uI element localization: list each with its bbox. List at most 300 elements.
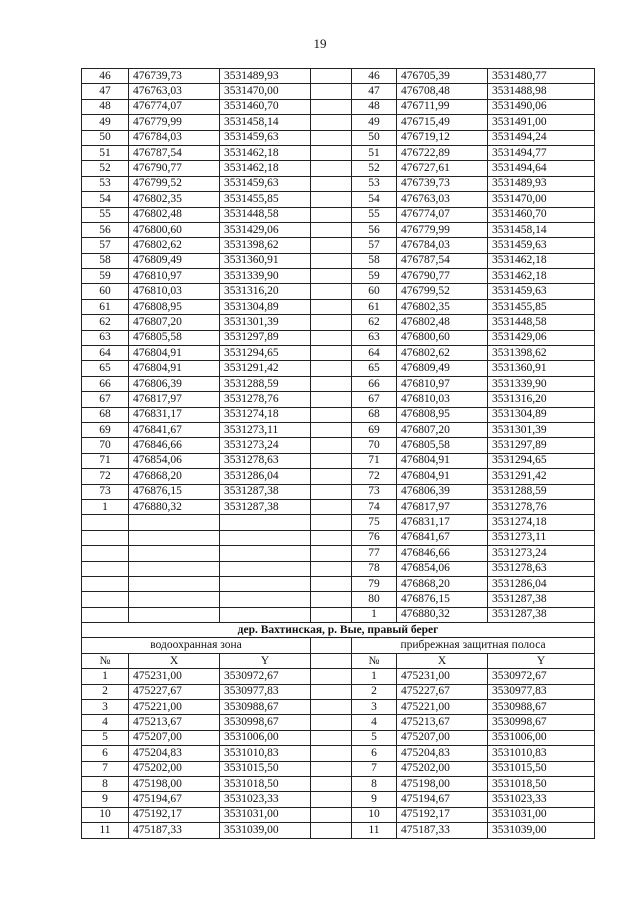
y-coordinate-cell: 3531489,93: [488, 176, 595, 191]
y-coordinate-cell: 3531297,89: [220, 330, 311, 345]
column-gap: [311, 284, 352, 299]
x-coordinate-cell: 476817,97: [129, 392, 220, 407]
column-gap: [311, 145, 352, 160]
y-coordinate-cell: 3531006,00: [488, 730, 595, 745]
table-row: [82, 776, 595, 791]
point-number-cell: 68: [352, 407, 397, 422]
table-row: [82, 130, 595, 145]
x-coordinate-cell: 475213,67: [397, 715, 488, 730]
column-gap: [311, 99, 352, 114]
y-coordinate-cell: 3531278,63: [220, 453, 311, 468]
y-coordinate-cell: 3531273,11: [488, 530, 595, 545]
table-row: [82, 453, 595, 468]
x-coordinate-cell: 476805,58: [397, 438, 488, 453]
table-row: [82, 299, 595, 314]
y-coordinate-cell: 3531287,38: [220, 499, 311, 514]
y-coordinate-cell: [220, 530, 311, 545]
x-coordinate-cell: 476715,49: [397, 115, 488, 130]
table-row: [82, 792, 595, 807]
x-coordinate-cell: 475192,17: [129, 807, 220, 822]
point-number-cell: 75: [352, 515, 397, 530]
column-gap: [311, 438, 352, 453]
table-row: [82, 69, 595, 84]
y-coordinate-cell: 3530972,67: [220, 669, 311, 684]
point-number-cell: 3: [82, 700, 129, 715]
point-number-cell: 7: [82, 761, 129, 776]
point-number-cell: 7: [352, 761, 397, 776]
table-row: [82, 330, 595, 345]
point-number-cell: 71: [352, 453, 397, 468]
x-coordinate-cell: 476804,91: [397, 469, 488, 484]
x-coordinate-cell: 476790,77: [129, 161, 220, 176]
y-coordinate-cell: 3531488,98: [488, 84, 595, 99]
y-coordinate-cell: 3531470,00: [220, 84, 311, 99]
x-coordinate-cell: 476804,91: [397, 453, 488, 468]
y-coordinate-cell: 3530972,67: [488, 669, 595, 684]
x-coordinate-cell: 476800,60: [397, 330, 488, 345]
x-coordinate-cell: 476854,06: [397, 561, 488, 576]
x-coordinate-cell: 476805,58: [129, 330, 220, 345]
point-number-cell: 2: [352, 684, 397, 699]
column-gap: [311, 69, 352, 84]
column-gap: [311, 330, 352, 345]
x-coordinate-cell: 476831,17: [397, 515, 488, 530]
column-gap: [311, 361, 352, 376]
y-column-header: Y: [488, 653, 595, 668]
x-coordinate-cell: [129, 546, 220, 561]
table-row: [82, 361, 595, 376]
x-coordinate-cell: 476809,49: [129, 253, 220, 268]
x-coordinate-cell: [129, 530, 220, 545]
column-gap: [311, 638, 352, 653]
point-number-cell: 5: [352, 730, 397, 745]
column-gap: [311, 299, 352, 314]
point-number-cell: 46: [352, 69, 397, 84]
point-number-cell: 1: [82, 669, 129, 684]
point-number-cell: 51: [82, 145, 129, 160]
table-row: [82, 484, 595, 499]
point-number-cell: 4: [352, 715, 397, 730]
table-row: [82, 376, 595, 391]
table-row: [82, 700, 595, 715]
x-column-header: X: [397, 653, 488, 668]
point-number-cell: 3: [352, 700, 397, 715]
point-number-cell: 71: [82, 453, 129, 468]
y-coordinate-cell: 3531015,50: [220, 761, 311, 776]
point-number-cell: 63: [352, 330, 397, 345]
x-coordinate-cell: 476810,03: [397, 392, 488, 407]
point-number-cell: 55: [352, 207, 397, 222]
column-gap: [311, 592, 352, 607]
y-coordinate-cell: 3531274,18: [488, 515, 595, 530]
x-coordinate-cell: 476808,95: [397, 407, 488, 422]
column-gap: [311, 484, 352, 499]
table-row: [82, 207, 595, 222]
point-number-cell: 61: [82, 299, 129, 314]
column-gap: [311, 269, 352, 284]
y-coordinate-cell: 3531273,24: [220, 438, 311, 453]
column-gap: [311, 684, 352, 699]
x-coordinate-cell: 476802,48: [397, 315, 488, 330]
table-row: [82, 715, 595, 730]
point-number-cell: 48: [352, 99, 397, 114]
point-number-cell: 59: [82, 269, 129, 284]
y-coordinate-cell: 3531480,77: [488, 69, 595, 84]
column-gap: [311, 238, 352, 253]
point-number-cell: 59: [352, 269, 397, 284]
x-coordinate-cell: [129, 592, 220, 607]
x-coordinate-cell: 475231,00: [397, 669, 488, 684]
x-coordinate-cell: 476787,54: [397, 253, 488, 268]
x-coordinate-cell: 476806,39: [397, 484, 488, 499]
column-gap: [311, 700, 352, 715]
y-coordinate-cell: [220, 576, 311, 591]
x-coordinate-cell: 476868,20: [397, 576, 488, 591]
x-coordinate-cell: 475198,00: [129, 776, 220, 791]
point-number-cell: 80: [352, 592, 397, 607]
column-gap: [311, 561, 352, 576]
x-coordinate-cell: 476868,20: [129, 469, 220, 484]
point-number-cell: 67: [352, 392, 397, 407]
column-gap: [311, 453, 352, 468]
x-coordinate-cell: 475202,00: [397, 761, 488, 776]
column-gap: [311, 253, 352, 268]
y-coordinate-cell: 3531398,62: [220, 238, 311, 253]
point-number-cell: 46: [82, 69, 129, 84]
y-coordinate-cell: 3531287,38: [488, 592, 595, 607]
y-coordinate-cell: 3531278,76: [220, 392, 311, 407]
y-coordinate-cell: 3531460,70: [488, 207, 595, 222]
table-row: [82, 176, 595, 191]
y-coordinate-cell: 3531304,89: [488, 407, 595, 422]
point-number-cell: [82, 515, 129, 530]
x-coordinate-cell: 476784,03: [397, 238, 488, 253]
x-coordinate-cell: 476790,77: [397, 269, 488, 284]
water-protection-zone-header: водоохранная зона: [82, 638, 311, 653]
x-coordinate-cell: 476705,39: [397, 69, 488, 84]
y-coordinate-cell: 3531360,91: [220, 253, 311, 268]
y-coordinate-cell: 3531458,14: [220, 115, 311, 130]
table-row: [82, 823, 595, 838]
x-coordinate-cell: 476719,12: [397, 130, 488, 145]
point-number-cell: 72: [82, 469, 129, 484]
x-coordinate-cell: 475213,67: [129, 715, 220, 730]
y-coordinate-cell: 3531459,63: [220, 176, 311, 191]
y-coordinate-cell: 3531291,42: [220, 361, 311, 376]
y-coordinate-cell: 3531458,14: [488, 222, 595, 237]
x-coordinate-cell: 476807,20: [397, 422, 488, 437]
y-coordinate-cell: 3531006,00: [220, 730, 311, 745]
point-number-cell: 57: [82, 238, 129, 253]
table-row: [82, 422, 595, 437]
x-coordinate-cell: 476763,03: [129, 84, 220, 99]
y-coordinate-cell: 3531462,18: [220, 145, 311, 160]
point-number-cell: 47: [82, 84, 129, 99]
point-number-cell: [82, 576, 129, 591]
y-coordinate-cell: 3531010,83: [220, 746, 311, 761]
column-gap: [311, 792, 352, 807]
table-row: [82, 607, 595, 622]
y-coordinate-cell: 3531448,58: [488, 315, 595, 330]
x-coordinate-cell: 476799,52: [397, 284, 488, 299]
y-coordinate-cell: 3531274,18: [220, 407, 311, 422]
point-number-cell: 55: [82, 207, 129, 222]
x-coordinate-cell: 476779,99: [129, 115, 220, 130]
y-coordinate-cell: 3531297,89: [488, 438, 595, 453]
y-coordinate-cell: 3530998,67: [488, 715, 595, 730]
x-coordinate-cell: 476784,03: [129, 130, 220, 145]
x-coordinate-cell: 475221,00: [397, 700, 488, 715]
x-coordinate-cell: 476841,67: [129, 422, 220, 437]
y-coordinate-cell: 3531398,62: [488, 346, 595, 361]
point-number-cell: 61: [352, 299, 397, 314]
x-coordinate-cell: 475187,33: [397, 823, 488, 838]
table-row: [82, 530, 595, 545]
point-number-cell: 48: [82, 99, 129, 114]
y-coordinate-cell: 3531287,38: [488, 607, 595, 622]
y-coordinate-cell: 3531339,90: [220, 269, 311, 284]
x-coordinate-cell: 476807,20: [129, 315, 220, 330]
y-coordinate-cell: 3531288,59: [488, 484, 595, 499]
point-number-cell: 10: [82, 807, 129, 822]
point-number-cell: 62: [352, 315, 397, 330]
x-coordinate-cell: 475204,83: [129, 746, 220, 761]
y-coordinate-cell: 3531288,59: [220, 376, 311, 391]
y-coordinate-cell: 3531031,00: [488, 807, 595, 822]
point-number-cell: 72: [352, 469, 397, 484]
x-coordinate-cell: 476802,35: [129, 192, 220, 207]
point-number-cell: 2: [82, 684, 129, 699]
x-coordinate-cell: 476817,97: [397, 499, 488, 514]
y-coordinate-cell: 3531294,65: [488, 453, 595, 468]
x-coordinate-cell: 476800,60: [129, 222, 220, 237]
point-number-cell: 58: [82, 253, 129, 268]
table-row: [82, 145, 595, 160]
y-column-header: Y: [220, 653, 311, 668]
y-coordinate-cell: 3531470,00: [488, 192, 595, 207]
y-coordinate-cell: 3531273,11: [220, 422, 311, 437]
point-number-cell: 9: [82, 792, 129, 807]
x-coordinate-cell: 476802,48: [129, 207, 220, 222]
x-coordinate-cell: 475207,00: [397, 730, 488, 745]
table-row: [82, 253, 595, 268]
column-gap: [311, 746, 352, 761]
x-coordinate-cell: [129, 515, 220, 530]
y-coordinate-cell: 3531031,00: [220, 807, 311, 822]
x-coordinate-cell: 476808,95: [129, 299, 220, 314]
table-row: [82, 438, 595, 453]
point-number-cell: 78: [352, 561, 397, 576]
x-coordinate-cell: 476841,67: [397, 530, 488, 545]
table-row: [82, 238, 595, 253]
y-coordinate-cell: 3531462,18: [220, 161, 311, 176]
table-row: [82, 730, 595, 745]
y-coordinate-cell: 3531287,38: [220, 484, 311, 499]
y-coordinate-cell: 3531039,00: [220, 823, 311, 838]
point-number-cell: 76: [352, 530, 397, 545]
column-gap: [311, 407, 352, 422]
y-coordinate-cell: 3531023,33: [220, 792, 311, 807]
point-number-cell: 1: [82, 499, 129, 514]
table-row: [82, 84, 595, 99]
column-gap: [311, 715, 352, 730]
table-row: [82, 161, 595, 176]
x-coordinate-cell: 476799,52: [129, 176, 220, 191]
point-number-cell: 53: [352, 176, 397, 191]
column-gap: [311, 807, 352, 822]
coastal-protection-strip-header: прибрежная защитная полоса: [352, 638, 595, 653]
column-gap: [311, 130, 352, 145]
table-row: [82, 99, 595, 114]
y-coordinate-cell: [220, 592, 311, 607]
table-row: [82, 515, 595, 530]
x-coordinate-cell: 476802,62: [129, 238, 220, 253]
column-gap: [311, 115, 352, 130]
table-row: [82, 576, 595, 591]
column-gap: [311, 192, 352, 207]
x-coordinate-cell: 476809,49: [397, 361, 488, 376]
y-coordinate-cell: 3531448,58: [220, 207, 311, 222]
x-coordinate-cell: 476763,03: [397, 192, 488, 207]
point-number-cell: 77: [352, 546, 397, 561]
point-number-cell: 68: [82, 407, 129, 422]
x-coordinate-cell: 476722,89: [397, 145, 488, 160]
point-number-cell: 58: [352, 253, 397, 268]
point-number-cell: 65: [352, 361, 397, 376]
table-row: [82, 315, 595, 330]
column-gap: [311, 346, 352, 361]
x-coordinate-cell: 476854,06: [129, 453, 220, 468]
y-coordinate-cell: 3530998,67: [220, 715, 311, 730]
table-row: [82, 684, 595, 699]
y-coordinate-cell: [220, 561, 311, 576]
y-coordinate-cell: 3531455,85: [488, 299, 595, 314]
table-row: [82, 192, 595, 207]
y-coordinate-cell: 3531278,76: [488, 499, 595, 514]
x-coordinate-cell: 475202,00: [129, 761, 220, 776]
x-coordinate-cell: 476804,91: [129, 346, 220, 361]
y-coordinate-cell: 3531459,63: [488, 284, 595, 299]
x-coordinate-cell: 476708,48: [397, 84, 488, 99]
x-coordinate-cell: 476711,99: [397, 99, 488, 114]
column-gap: [311, 207, 352, 222]
point-number-cell: 70: [82, 438, 129, 453]
y-coordinate-cell: 3531429,06: [220, 222, 311, 237]
point-number-cell: 49: [82, 115, 129, 130]
number-column-header: №: [82, 653, 129, 668]
y-coordinate-cell: 3531301,39: [220, 315, 311, 330]
point-number-cell: 69: [82, 422, 129, 437]
x-coordinate-cell: 475194,67: [129, 792, 220, 807]
y-coordinate-cell: [220, 515, 311, 530]
y-coordinate-cell: 3531460,70: [220, 99, 311, 114]
y-coordinate-cell: 3531490,06: [488, 99, 595, 114]
point-number-cell: 52: [352, 161, 397, 176]
y-coordinate-cell: 3531278,63: [488, 561, 595, 576]
y-coordinate-cell: 3530988,67: [488, 700, 595, 715]
y-coordinate-cell: 3531018,50: [220, 776, 311, 791]
column-gap: [311, 422, 352, 437]
y-coordinate-cell: 3531023,33: [488, 792, 595, 807]
table-row: [82, 592, 595, 607]
x-coordinate-cell: 475187,33: [129, 823, 220, 838]
point-number-cell: 10: [352, 807, 397, 822]
y-coordinate-cell: 3531339,90: [488, 376, 595, 391]
table-row: [82, 469, 595, 484]
point-number-cell: [82, 592, 129, 607]
column-gap: [311, 823, 352, 838]
y-coordinate-cell: 3531429,06: [488, 330, 595, 345]
y-coordinate-cell: 3530977,83: [220, 684, 311, 699]
point-number-cell: 79: [352, 576, 397, 591]
y-coordinate-cell: 3531010,83: [488, 746, 595, 761]
y-coordinate-cell: 3531291,42: [488, 469, 595, 484]
x-coordinate-cell: 476739,73: [397, 176, 488, 191]
section-title: дер. Вахтинская, р. Вые, правый берег: [82, 623, 595, 638]
column-gap: [311, 392, 352, 407]
y-coordinate-cell: 3531462,18: [488, 269, 595, 284]
point-number-cell: 6: [82, 746, 129, 761]
point-number-cell: 64: [82, 346, 129, 361]
zone-header-row: [82, 638, 595, 653]
point-number-cell: 56: [352, 222, 397, 237]
column-gap: [311, 376, 352, 391]
column-gap: [311, 730, 352, 745]
table-row: [82, 669, 595, 684]
number-column-header: №: [352, 653, 397, 668]
table-row: [82, 546, 595, 561]
table-row: [82, 392, 595, 407]
point-number-cell: 6: [352, 746, 397, 761]
x-coordinate-cell: [129, 561, 220, 576]
y-coordinate-cell: 3531286,04: [488, 576, 595, 591]
x-coordinate-cell: 476779,99: [397, 222, 488, 237]
table-row: [82, 284, 595, 299]
x-coordinate-cell: 476806,39: [129, 376, 220, 391]
coordinates-table: [81, 68, 595, 839]
point-number-cell: 50: [352, 130, 397, 145]
y-coordinate-cell: 3531494,24: [488, 130, 595, 145]
table-row: [82, 407, 595, 422]
y-coordinate-cell: 3530977,83: [488, 684, 595, 699]
x-coordinate-cell: 475227,67: [129, 684, 220, 699]
x-coordinate-cell: 476739,73: [129, 69, 220, 84]
point-number-cell: [82, 607, 129, 622]
point-number-cell: 5: [82, 730, 129, 745]
y-coordinate-cell: 3531301,39: [488, 422, 595, 437]
point-number-cell: 53: [82, 176, 129, 191]
x-coordinate-cell: 475221,00: [129, 700, 220, 715]
point-number-cell: 60: [352, 284, 397, 299]
y-coordinate-cell: 3531455,85: [220, 192, 311, 207]
table-row: [82, 746, 595, 761]
point-number-cell: 74: [352, 499, 397, 514]
y-coordinate-cell: 3531273,24: [488, 546, 595, 561]
page-number: 19: [313, 36, 327, 51]
x-coordinate-cell: 476802,35: [397, 299, 488, 314]
y-coordinate-cell: 3531462,18: [488, 253, 595, 268]
point-number-cell: 62: [82, 315, 129, 330]
x-coordinate-cell: 476787,54: [129, 145, 220, 160]
x-coordinate-cell: 476880,32: [129, 499, 220, 514]
column-gap: [311, 176, 352, 191]
column-header-row: [82, 653, 595, 668]
y-coordinate-cell: 3531039,00: [488, 823, 595, 838]
point-number-cell: 11: [82, 823, 129, 838]
y-coordinate-cell: 3531316,20: [488, 392, 595, 407]
x-coordinate-cell: 475204,83: [397, 746, 488, 761]
y-coordinate-cell: 3531316,20: [220, 284, 311, 299]
